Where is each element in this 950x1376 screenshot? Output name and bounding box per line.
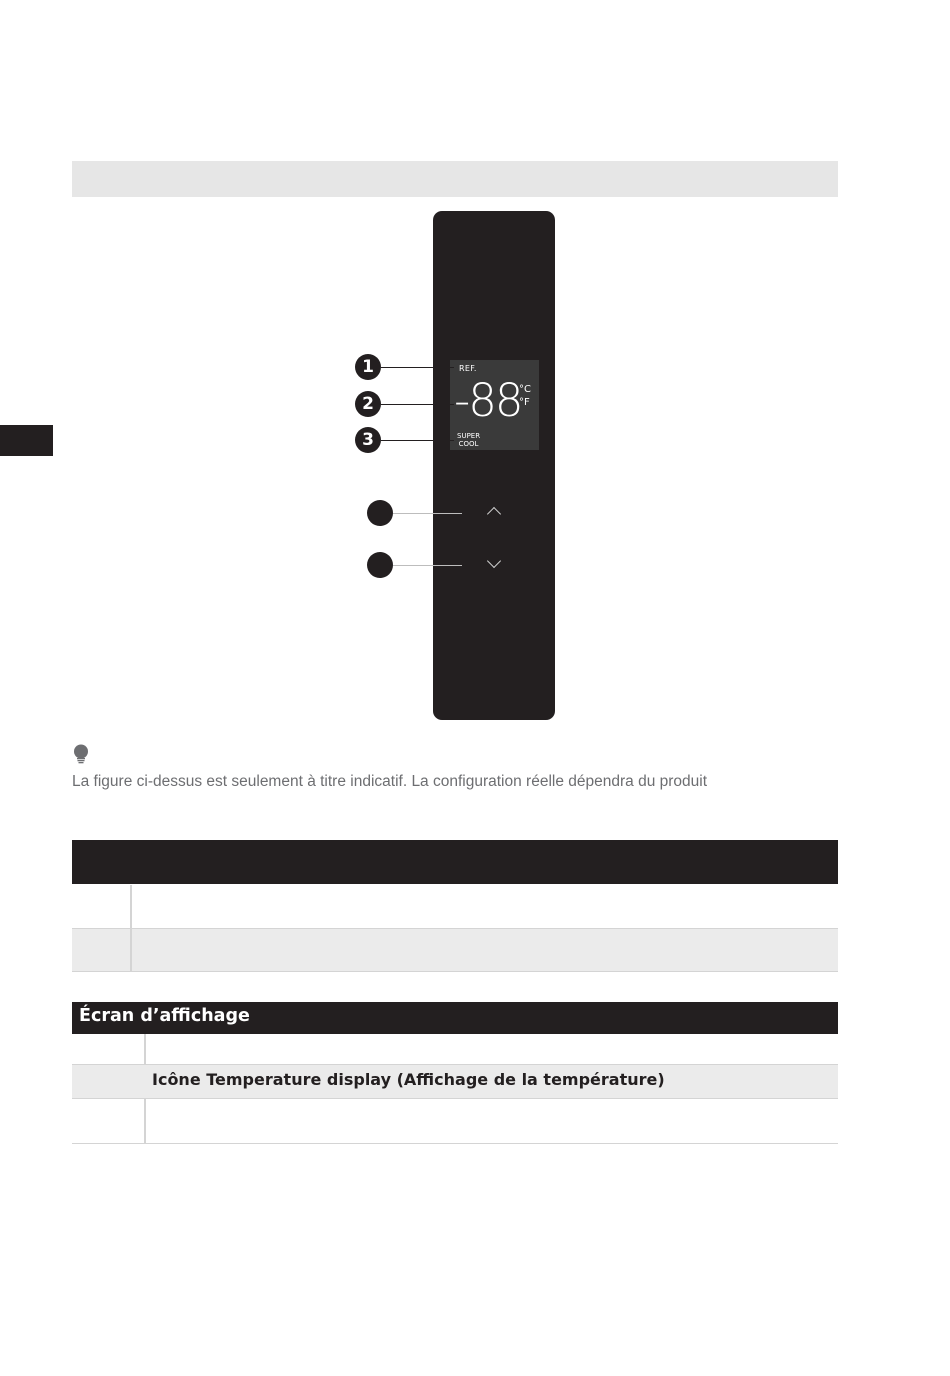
lcd-unit-fahrenheit: °F: [519, 397, 530, 408]
callout-3-leader: [381, 440, 454, 441]
table-header: [72, 840, 838, 884]
lcd-super-text: SUPER: [457, 432, 481, 440]
note-text: La figure ci-dessus est seulement à titre indicatif. La configuration réelle dépendra du produit: [72, 773, 708, 790]
control-panel-figure: [433, 211, 555, 720]
display-table-title: Écran d’affichage: [79, 1006, 250, 1026]
callout-4: [367, 500, 393, 526]
lcd-ref-label: REF.: [459, 364, 477, 373]
callout-2: 2: [355, 391, 381, 417]
table-cell: [72, 1099, 146, 1143]
callout-5-leader: [393, 565, 462, 566]
callout-1-leader: [381, 367, 454, 368]
table-cell: [72, 1065, 144, 1098]
section-header-bar: [72, 161, 838, 197]
lcd-temperature-digits: -88: [454, 374, 522, 427]
table-row: [72, 885, 838, 929]
table-row: [72, 1034, 838, 1065]
callout-1: 1: [355, 354, 381, 380]
callout-4-leader: [393, 513, 462, 514]
table-row: [72, 929, 838, 972]
table-row: [72, 1099, 838, 1144]
table-cell: [72, 1034, 146, 1064]
callout-5: [367, 552, 393, 578]
table-cell: [72, 885, 132, 928]
lcd-unit-celsius: °C: [519, 384, 531, 395]
chapter-side-tab: [0, 425, 53, 456]
table-cell: [72, 929, 132, 971]
lcd-super-cool-label: [457, 433, 480, 448]
lcd-cool-text: COOL: [458, 439, 479, 448]
lightbulb-icon: [72, 744, 90, 764]
callout-3: 3: [355, 427, 381, 453]
temperature-display-label: Icône Temperature display (Affichage de la température): [152, 1070, 665, 1089]
callout-2-leader: [381, 404, 454, 405]
